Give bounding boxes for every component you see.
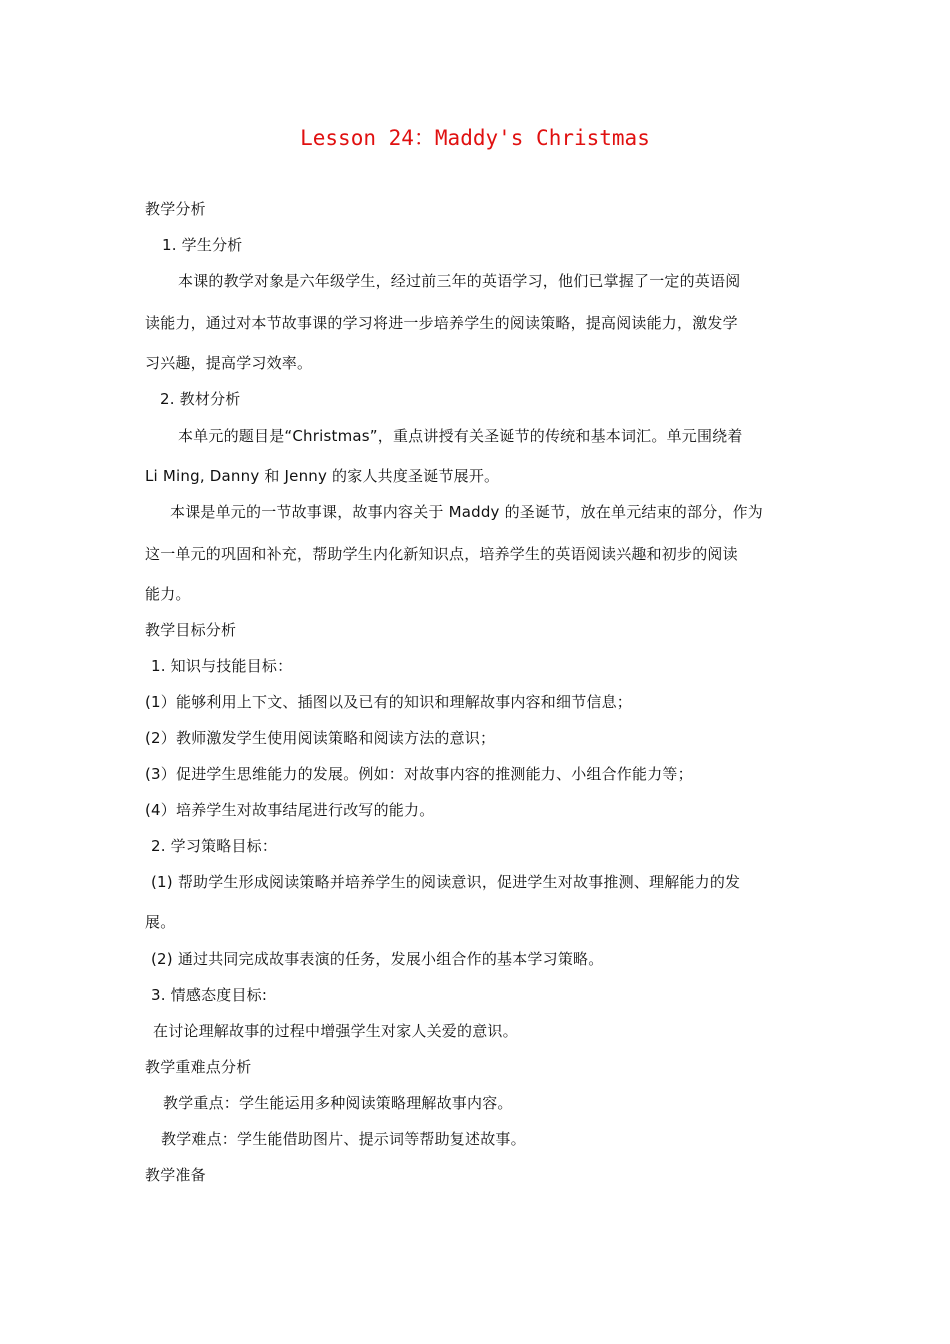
subheading-learning-strategy: 2. 学习策略目标： <box>151 837 278 855</box>
section-heading-preparation: 教学准备 <box>145 1166 206 1184</box>
paragraph-line: 习兴趣，提高学习效率。 <box>145 354 313 372</box>
lesson-title: Lesson 24：Maddy's Christmas <box>300 126 650 150</box>
paragraph-line: 能力。 <box>145 585 191 603</box>
objective-item: (2）教师激发学生使用阅读策略和阅读方法的意识； <box>145 729 496 747</box>
subheading-emotion-attitude: 3. 情感态度目标: <box>151 986 268 1004</box>
objective-item: 在讨论理解故事的过程中增强学生对家人关爱的意识。 <box>153 1022 518 1040</box>
subheading-knowledge-skills: 1. 知识与技能目标： <box>151 657 293 675</box>
objective-item: (2) 通过共同完成故事表演的任务，发展小组合作的基本学习策略。 <box>151 950 604 968</box>
section-heading-key-points: 教学重难点分析 <box>145 1058 252 1076</box>
objective-item: (1) 帮助学生形成阅读策略并培养学生的阅读意识，促进学生对故事推测、理解能力的发 <box>151 873 741 891</box>
objective-item: (1）能够利用上下文、插图以及已有的知识和理解故事内容和细节信息； <box>145 693 632 711</box>
section-heading-teaching-analysis: 教学分析 <box>145 200 206 218</box>
paragraph-line: 本课的教学对象是六年级学生，经过前三年的英语学习，他们已掌握了一定的英语阅 <box>178 272 741 290</box>
paragraph-line: 本课是单元的一节故事课，故事内容关于 Maddy 的圣诞节，放在单元结束的部分，作为 <box>170 503 763 521</box>
paragraph-line: 读能力，通过对本节故事课的学习将进一步培养学生的阅读策略，提高阅读能力，激发学 <box>145 314 738 332</box>
objective-item: (4）培养学生对故事结尾进行改写的能力。 <box>145 801 435 819</box>
subheading-student-analysis: 1. 学生分析 <box>162 236 243 254</box>
teaching-difficulty: 教学难点：学生能借助图片、提示词等帮助复述故事。 <box>161 1130 526 1148</box>
paragraph-line: 本单元的题目是“Christmas”，重点讲授有关圣诞节的传统和基本词汇。单元围绕着 <box>178 427 743 445</box>
paragraph-line: 这一单元的巩固和补充，帮助学生内化新知识点，培养学生的英语阅读兴趣和初步的阅读 <box>145 545 738 563</box>
teaching-focus: 教学重点：学生能运用多种阅读策略理解故事内容。 <box>163 1094 513 1112</box>
paragraph-line: Li Ming, Danny 和 Jenny 的家人共度圣诞节展开。 <box>145 467 500 485</box>
objective-item: (3）促进学生思维能力的发展。例如：对故事内容的推测能力、小组合作能力等； <box>145 765 693 783</box>
subheading-material-analysis: 2. 教材分析 <box>160 390 241 408</box>
objective-item-continuation: 展。 <box>145 913 176 931</box>
section-heading-objectives: 教学目标分析 <box>145 621 237 639</box>
